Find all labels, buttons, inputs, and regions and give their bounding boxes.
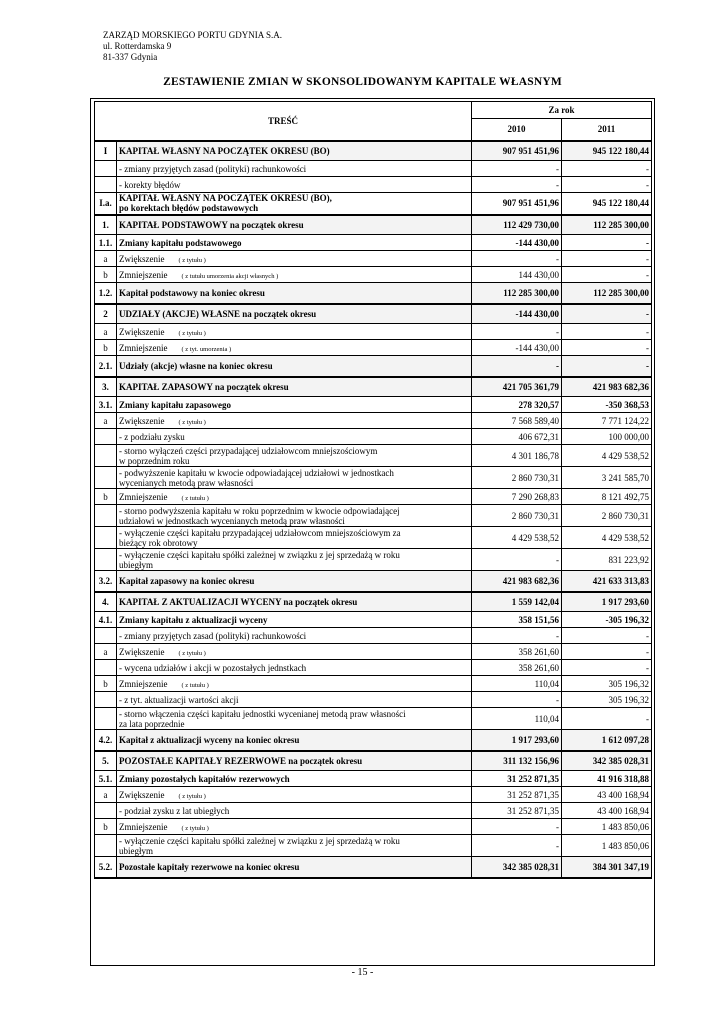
row-description	[117, 177, 472, 193]
row-number: b	[95, 819, 117, 835]
row-description	[117, 141, 472, 161]
table-row	[95, 676, 652, 692]
value-2011: -	[562, 324, 652, 340]
row-number	[95, 803, 117, 819]
row-label: - wyłączenie części kapitału spółki zależnej w związku z jej sprzedażą w roku ubiegłym	[119, 549, 400, 570]
table-row	[95, 819, 652, 835]
table-row	[95, 215, 652, 235]
value-2010: 144 430,00	[472, 267, 562, 283]
row-sublabel: ( z tutułu umorzenia akcji własnych )	[181, 272, 279, 280]
row-number	[95, 177, 117, 193]
row-number: b	[95, 489, 117, 505]
row-number: a	[95, 251, 117, 267]
row-number	[95, 835, 117, 857]
row-label: Zmiany kapitału podstawowego	[119, 237, 242, 248]
value-2011: 7 771 124,22	[562, 413, 652, 429]
row-label: - zmiany przyjętych zasad (polityki) rachunkowości	[119, 163, 307, 174]
value-2010: 2 860 730,31	[472, 505, 562, 527]
value-2010: -144 430,00	[472, 235, 562, 251]
table-row	[95, 835, 652, 857]
row-sublabel: ( z tytułu )	[178, 329, 206, 337]
row-label: Zwiększenie	[119, 326, 165, 337]
column-header-2010: 2010	[472, 119, 562, 141]
table-row	[95, 644, 652, 660]
row-description	[117, 429, 472, 445]
row-number	[95, 549, 117, 571]
row-description	[117, 592, 472, 612]
row-number: 4.2.	[95, 730, 117, 751]
value-2011: 4 429 538,52	[562, 445, 652, 467]
table-row	[95, 527, 652, 549]
row-description	[117, 549, 472, 571]
row-description	[117, 628, 472, 644]
row-label: Zmiany kapitału z aktualizacji wyceny	[119, 614, 268, 625]
row-number: I	[95, 141, 117, 161]
value-2010: 1 917 293,60	[472, 730, 562, 751]
value-2011: -305 196,32	[562, 612, 652, 628]
value-2010: 907 951 451,96	[472, 193, 562, 215]
row-label: KAPITAŁ Z AKTUALIZACJI WYCENY na początek okresu	[119, 596, 358, 607]
row-description	[117, 489, 472, 505]
value-2011: 8 121 492,75	[562, 489, 652, 505]
value-2011: -	[562, 356, 652, 377]
value-2010: 31 252 871,35	[472, 771, 562, 787]
row-description	[117, 251, 472, 267]
row-number	[95, 628, 117, 644]
row-description	[117, 445, 472, 467]
row-description	[117, 857, 472, 878]
value-2011: -	[562, 628, 652, 644]
column-header-tresc: TREŚĆ	[95, 102, 472, 141]
row-description	[117, 835, 472, 857]
value-2011: -	[562, 177, 652, 193]
value-2011: 1 612 097,28	[562, 730, 652, 751]
row-label: - korekty błędów	[119, 179, 181, 190]
row-number: 5.2.	[95, 857, 117, 878]
value-2010: -	[472, 819, 562, 835]
table-row	[95, 751, 652, 771]
value-2010: 31 252 871,35	[472, 787, 562, 803]
value-2010: 4 429 538,52	[472, 527, 562, 549]
value-2010: 2 860 730,31	[472, 467, 562, 489]
row-description	[117, 676, 472, 692]
row-number	[95, 505, 117, 527]
table-row	[95, 612, 652, 628]
row-number: 4.	[95, 592, 117, 612]
value-2010: 358 151,56	[472, 612, 562, 628]
value-2010: -	[472, 628, 562, 644]
row-label: Kapitał z aktualizacji wyceny na koniec okresu	[119, 734, 300, 745]
value-2010: 311 132 156,96	[472, 751, 562, 771]
row-number: 3.1.	[95, 397, 117, 413]
row-description	[117, 340, 472, 356]
page-title: ZESTAWIENIE ZMIAN W SKONSOLIDOWANYM KAPITALE WŁASNYM	[163, 76, 562, 88]
row-description	[117, 397, 472, 413]
table-row	[95, 803, 652, 819]
row-label: KAPITAŁ WŁASNY NA POCZĄTEK OKRESU (BO)	[119, 145, 330, 156]
row-description	[117, 324, 472, 340]
table-row	[95, 571, 652, 592]
row-label: - z podziału zysku	[119, 431, 185, 442]
row-label: - wyłączenie części kapitału przypadającej udziałowcom mniejszościowym za bieżący rok obrotowy	[119, 527, 401, 548]
row-sublabel: ( z tytułu )	[181, 824, 209, 832]
column-header-2011: 2011	[562, 119, 652, 141]
company-header	[103, 30, 282, 63]
row-label: Zmniejszenie	[119, 342, 168, 353]
value-2010: 358 261,60	[472, 660, 562, 676]
value-2011: 421 633 313,83	[562, 571, 652, 592]
row-number: b	[95, 340, 117, 356]
row-description	[117, 215, 472, 235]
value-2011: -	[562, 267, 652, 283]
value-2011: -	[562, 660, 652, 676]
value-2010: 421 983 682,36	[472, 571, 562, 592]
row-description	[117, 193, 472, 215]
value-2010: -144 430,00	[472, 304, 562, 324]
row-description	[117, 787, 472, 803]
value-2010: -	[472, 549, 562, 571]
company-street: ul. Rotterdamska 9	[103, 41, 172, 51]
row-sublabel: ( z tutułu )	[181, 494, 209, 502]
row-number	[95, 692, 117, 708]
row-sublabel: ( z tyt. umorzenia )	[181, 345, 232, 353]
row-number: 1.2.	[95, 283, 117, 304]
row-label: - z tyt. aktualizacji wartości akcji	[119, 694, 239, 705]
row-number: 1.	[95, 215, 117, 235]
row-description	[117, 527, 472, 549]
row-description	[117, 692, 472, 708]
row-sublabel: ( z tytułu )	[178, 792, 206, 800]
value-2010: 1 559 142,04	[472, 592, 562, 612]
row-number: 5.	[95, 751, 117, 771]
value-2010: 110,04	[472, 708, 562, 730]
value-2011: -	[562, 644, 652, 660]
value-2011: 305 196,32	[562, 692, 652, 708]
value-2011: -	[562, 340, 652, 356]
page-number: - 15 -	[351, 967, 374, 978]
value-2011: 41 916 318,88	[562, 771, 652, 787]
row-sublabel: ( z tytułu )	[178, 256, 206, 264]
value-2010: -	[472, 356, 562, 377]
row-number	[95, 445, 117, 467]
table-row	[95, 235, 652, 251]
value-2010: -	[472, 161, 562, 177]
table-row	[95, 628, 652, 644]
table-row	[95, 251, 652, 267]
table-row	[95, 787, 652, 803]
table-row	[95, 708, 652, 730]
row-label: - storno wyłączeń części przypadającej udziałowcom mniejszościowym w poprzednim roku	[119, 445, 378, 466]
row-label: KAPITAŁ PODSTAWOWY na początek okresu	[119, 219, 304, 230]
value-2011: -350 368,53	[562, 397, 652, 413]
value-2011: 1 483 850,06	[562, 819, 652, 835]
row-number: b	[95, 267, 117, 283]
table-row	[95, 467, 652, 489]
value-2011: -	[562, 304, 652, 324]
value-2010: 278 320,57	[472, 397, 562, 413]
row-label: Zwiększenie	[119, 415, 165, 426]
table-row	[95, 429, 652, 445]
row-label: Zmniejszenie	[119, 821, 168, 832]
row-label: Zwiększenie	[119, 789, 165, 800]
value-2010: 406 672,31	[472, 429, 562, 445]
row-number	[95, 467, 117, 489]
row-description	[117, 304, 472, 324]
row-label: Zmniejszenie	[119, 269, 168, 280]
row-number	[95, 161, 117, 177]
table-row	[95, 771, 652, 787]
value-2010: 110,04	[472, 676, 562, 692]
row-number: 3.2.	[95, 571, 117, 592]
row-label: - zmiany przyjętych zasad (polityki) rachunkowości	[119, 630, 307, 641]
row-label: - wycena udziałów i akcji w pozostałych jednstkach	[119, 662, 307, 673]
value-2010: 112 429 730,00	[472, 215, 562, 235]
row-label: Zmniejszenie	[119, 491, 168, 502]
value-2010: 112 285 300,00	[472, 283, 562, 304]
value-2010: -	[472, 251, 562, 267]
company-name: ZARZĄD MORSKIEGO PORTU GDYNIA S.A.	[103, 30, 282, 40]
row-description	[117, 819, 472, 835]
value-2011: -	[562, 251, 652, 267]
row-description	[117, 751, 472, 771]
company-city: 81-337 Gdynia	[103, 52, 158, 62]
value-2011: 100 000,00	[562, 429, 652, 445]
row-number: 3.	[95, 377, 117, 397]
value-2011: 305 196,32	[562, 676, 652, 692]
row-number	[95, 429, 117, 445]
value-2010: 31 252 871,35	[472, 803, 562, 819]
table-row	[95, 193, 652, 215]
value-2010: -	[472, 177, 562, 193]
value-2010: -	[472, 324, 562, 340]
row-description	[117, 708, 472, 730]
row-label: Kapitał podstawowy na koniec okresu	[119, 287, 265, 298]
row-description	[117, 644, 472, 660]
row-description	[117, 356, 472, 377]
row-number: 5.1.	[95, 771, 117, 787]
value-2010: 907 951 451,96	[472, 141, 562, 161]
table-row	[95, 324, 652, 340]
row-label: KAPITAŁ ZAPASOWY na początek okresu	[119, 381, 289, 392]
value-2011: -	[562, 235, 652, 251]
row-description	[117, 803, 472, 819]
row-sublabel: ( z tutułu )	[181, 681, 209, 689]
row-label: - podział zysku z lat ubiegłych	[119, 805, 230, 816]
row-label: Zmiany kapitału zapasowego	[119, 399, 232, 410]
row-sublabel: ( z tytułu )	[178, 649, 206, 657]
row-label: Kapitał zapasowy na koniec okresu	[119, 575, 255, 586]
table-row	[95, 857, 652, 878]
row-description	[117, 267, 472, 283]
row-label: KAPITAŁ WŁASNY NA POCZĄTEK OKRESU (BO), po korektach błędów podstawowych	[119, 193, 332, 214]
value-2010: 7 568 589,40	[472, 413, 562, 429]
row-number: 4.1.	[95, 612, 117, 628]
row-description	[117, 571, 472, 592]
table-row	[95, 489, 652, 505]
row-number: b	[95, 676, 117, 692]
value-2011: 1 917 293,60	[562, 592, 652, 612]
row-number	[95, 660, 117, 676]
row-description	[117, 161, 472, 177]
value-2011: 112 285 300,00	[562, 215, 652, 235]
table-row	[95, 692, 652, 708]
row-sublabel: ( z tytułu )	[178, 418, 206, 426]
table-row	[95, 161, 652, 177]
value-2011: -	[562, 708, 652, 730]
value-2010: -	[472, 835, 562, 857]
table-row	[95, 283, 652, 304]
table-row	[95, 413, 652, 429]
table-row	[95, 730, 652, 751]
row-label: - storno włączenia części kapitału jednostki wycenianej metodą praw własności za lata poprzednie	[119, 708, 406, 729]
value-2011: 945 122 180,44	[562, 141, 652, 161]
value-2011: 43 400 168,94	[562, 787, 652, 803]
value-2011: -	[562, 161, 652, 177]
table-row	[95, 340, 652, 356]
row-description	[117, 771, 472, 787]
row-description	[117, 505, 472, 527]
row-number: a	[95, 644, 117, 660]
value-2011: 2 860 730,31	[562, 505, 652, 527]
row-label: Zmniejszenie	[119, 678, 168, 689]
row-number: a	[95, 413, 117, 429]
value-2011: 112 285 300,00	[562, 283, 652, 304]
value-2011: 1 483 850,06	[562, 835, 652, 857]
table-row	[95, 356, 652, 377]
value-2011: 43 400 168,94	[562, 803, 652, 819]
table-row	[95, 505, 652, 527]
row-label: Zwiększenie	[119, 253, 165, 264]
table-row	[95, 592, 652, 612]
row-number: 1.1.	[95, 235, 117, 251]
value-2011: 945 122 180,44	[562, 193, 652, 215]
value-2010: -	[472, 692, 562, 708]
table-row	[95, 397, 652, 413]
table-row	[95, 177, 652, 193]
row-description	[117, 235, 472, 251]
row-description	[117, 377, 472, 397]
row-label: POZOSTAŁE KAPITAŁY REZERWOWE na początek okresu	[119, 755, 363, 766]
value-2010: 421 705 361,79	[472, 377, 562, 397]
row-description	[117, 467, 472, 489]
row-description	[117, 730, 472, 751]
row-label: - storno podwyższenia kapitału w roku poprzednim w kwocie odpowiadającej udziałowi w jednostkach wycenianych metodą praw własności	[119, 505, 400, 526]
value-2010: -144 430,00	[472, 340, 562, 356]
value-2010: 7 290 268,83	[472, 489, 562, 505]
table-row	[95, 377, 652, 397]
table-row	[95, 304, 652, 324]
value-2011: 421 983 682,36	[562, 377, 652, 397]
row-label: Zmiany pozostałych kapitałów rezerwowych	[119, 773, 290, 784]
row-number: 2	[95, 304, 117, 324]
value-2011: 3 241 585,70	[562, 467, 652, 489]
row-label: Udziały (akcje) własne na koniec okresu	[119, 360, 273, 371]
row-number: 2.1.	[95, 356, 117, 377]
row-label: - wyłączenie części kapitału spółki zależnej w związku z jej sprzedażą w roku ubiegłym	[119, 835, 400, 856]
equity-changes-table	[94, 101, 652, 879]
row-label: UDZIAŁY (AKCJE) WŁASNE na początek okresu	[119, 308, 317, 319]
row-label: - podwyższenie kapitału w kwocie odpowiadającej udziałowi w jednostkach wycenianych metodą praw własności	[119, 467, 394, 488]
row-description	[117, 612, 472, 628]
row-description	[117, 660, 472, 676]
row-number: a	[95, 324, 117, 340]
value-2010: 4 301 186,78	[472, 445, 562, 467]
row-number	[95, 708, 117, 730]
row-description	[117, 413, 472, 429]
row-number	[95, 527, 117, 549]
row-description	[117, 283, 472, 304]
row-label: Zwiększenie	[119, 646, 165, 657]
table-row	[95, 660, 652, 676]
row-number: I.a.	[95, 193, 117, 215]
value-2011: 342 385 028,31	[562, 751, 652, 771]
column-header-za-rok: Za rok	[472, 102, 652, 119]
table-row	[95, 141, 652, 161]
table-row	[95, 445, 652, 467]
table-row	[95, 267, 652, 283]
value-2010: 358 261,60	[472, 644, 562, 660]
value-2011: 4 429 538,52	[562, 527, 652, 549]
row-number: a	[95, 787, 117, 803]
value-2010: 342 385 028,31	[472, 857, 562, 878]
value-2011: 384 301 347,19	[562, 857, 652, 878]
table-row	[95, 549, 652, 571]
row-label: Pozostałe kapitały rezerwowe na koniec okresu	[119, 861, 300, 872]
value-2011: 831 223,92	[562, 549, 652, 571]
